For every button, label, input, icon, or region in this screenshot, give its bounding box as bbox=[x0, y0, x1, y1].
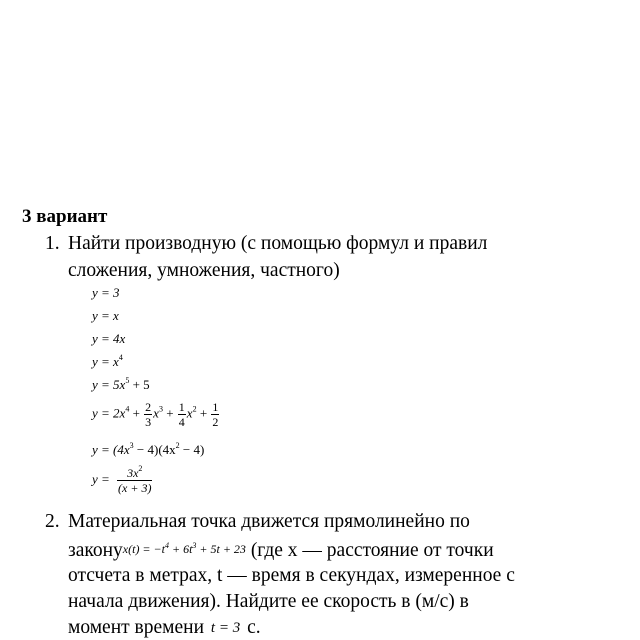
task2-number: 2. bbox=[45, 511, 60, 532]
fraction-quotient: $\frac{3x^2}{(x + 3)}$ bbox=[118, 464, 152, 495]
time-value: t = 3 bbox=[210, 620, 241, 636]
task2-text-line1: Материальная точка движется прямолинейно по bbox=[68, 511, 470, 532]
task1-text-line1: Найти производную (с помощью формул и правил bbox=[68, 233, 488, 254]
task2-text-line4: начала движения). Найдите ее скорость в (м/с) в bbox=[68, 591, 469, 612]
formula-3: y = 4x bbox=[92, 331, 126, 346]
task1-text-line2: сложения, умножения, частного) bbox=[68, 260, 340, 281]
fraction-1-2: $\frac{1}{2}$ bbox=[212, 400, 219, 429]
task2-text-line5: момент времени t = 3 с. bbox=[68, 617, 261, 638]
variant-heading: 3 вариант bbox=[22, 206, 108, 227]
task2-text-line2: законуx(t) = $-t^4 + 6t^3 + 5t + 23$ (где х — расстояние от точки bbox=[68, 540, 494, 561]
formula-7: $y = (4x^3 - 4)(4x^2 - 4)$ bbox=[92, 441, 205, 457]
motion-law-formula: $x(t) = -t^4 + 6t^3 + 5t + 23$ bbox=[122, 541, 246, 556]
formula-6: $y = 2x^4$ + $\frac{2}{3}$ $x^3$ + $\frac{1}{4}$ $x^2$ + $\frac{1}{2}$ bbox=[92, 400, 219, 429]
formula-4: $y = x^4$ bbox=[92, 353, 123, 369]
formula-2: y = x bbox=[92, 308, 119, 323]
fraction-1-4: $\frac{1}{4}$ bbox=[178, 400, 185, 429]
formula-1: y = 3 bbox=[92, 285, 120, 300]
formula-5: $y = 5x^5 + 5$ bbox=[92, 376, 150, 392]
task2-text-line3: отсчета в метрах, t — время в секундах, измеренное с bbox=[68, 565, 515, 586]
task1-number: 1. bbox=[45, 233, 60, 254]
fraction-2-3: $\frac{2}{3}$ bbox=[145, 400, 152, 429]
formula-8: y = $\frac{3x^2}{(x + 3)}$ bbox=[92, 464, 152, 495]
